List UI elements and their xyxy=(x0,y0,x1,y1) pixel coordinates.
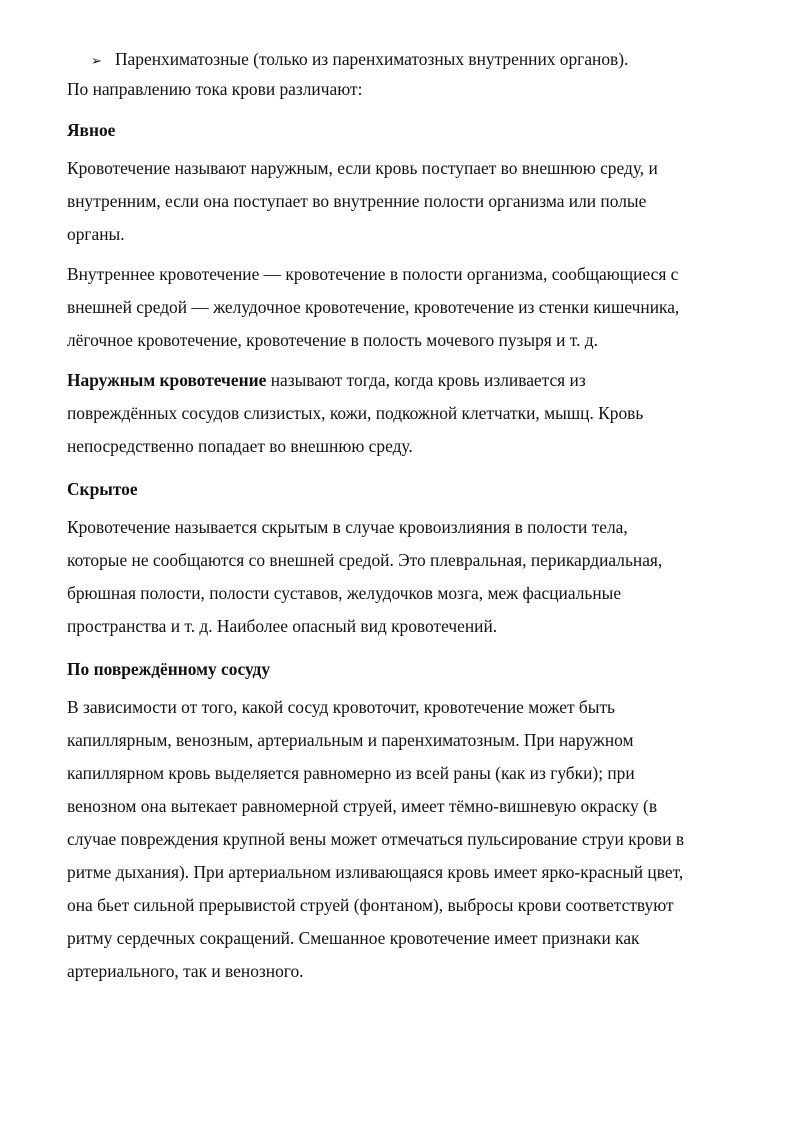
paragraph-line: ритме дыхания). При артериальном изливающаяся кровь имеет ярко-красный цвет, xyxy=(67,862,684,882)
paragraph-line: Кровотечение называется скрытым в случае кровоизлияния в полости тела, xyxy=(67,517,628,537)
section-heading-vessel: По повреждённому сосуду xyxy=(67,659,271,679)
paragraph xyxy=(67,364,747,463)
paragraph-line: пространства и т. д. Наиболее опасный вид кровотечений. xyxy=(67,616,498,636)
paragraph-line: капиллярном кровь выделяется равномерно из всей раны (как из губки); при xyxy=(67,763,635,783)
paragraph-line-rest: называют тогда, когда кровь изливается из xyxy=(266,370,586,390)
paragraph-line: непосредственно попадает во внешнюю среду. xyxy=(67,436,413,456)
paragraph xyxy=(67,152,747,251)
paragraph-line: она бьет сильной прерывистой струей (фонтаном), выбросы крови соответствуют xyxy=(67,895,674,915)
paragraph-line: Внутреннее кровотечение — кровотечение в полости организма, сообщающиеся с xyxy=(67,264,679,284)
paragraph xyxy=(67,258,747,357)
section-heading-hidden: Скрытое xyxy=(67,479,138,499)
paragraph xyxy=(67,511,747,643)
paragraph-line: повреждённых сосудов слизистых, кожи, подкожной клетчатки, мышц. Кровь xyxy=(67,403,644,423)
paragraph-line: лёгочное кровотечение, кровотечение в полость мочевого пузыря и т. д. xyxy=(67,330,598,350)
paragraph-line: которые не сообщаются со внешней средой. Это плевральная, перикардиальная, xyxy=(67,550,663,570)
paragraph-line: капиллярным, венозным, артериальным и паренхиматозным. При наружном xyxy=(67,730,634,750)
paragraph-line: венозном она вытекает равномерной струей, имеет тёмно-вишневую окраску (в xyxy=(67,796,658,816)
paragraph-line: Кровотечение называют наружным, если кровь поступает во внешнюю среду, и xyxy=(67,158,658,178)
bold-term: Наружным кровотечение xyxy=(67,370,267,390)
paragraph-line: случае повреждения крупной вены может отмечаться пульсирование струи крови в xyxy=(67,829,685,849)
paragraph-line: брюшная полости, полости суставов, желудочков мозга, меж фасциальные xyxy=(67,583,622,603)
document-page xyxy=(67,44,747,988)
intro-text: По направлению тока крови различают: xyxy=(67,79,363,99)
bullet-text: Паренхиматозные (только из паренхиматозных внутренних органов). xyxy=(115,49,629,69)
paragraph-line: внутренним, если она поступает во внутренние полости организма или полые xyxy=(67,191,647,211)
arrow-bullet-icon: ➢ xyxy=(91,54,102,69)
bullet-list-item xyxy=(91,44,747,74)
paragraph-line: ритму сердечных сокращений. Смешанное кровотечение имеет признаки как xyxy=(67,928,640,948)
paragraph-line xyxy=(67,364,747,397)
paragraph-line: артериального, так и венозного. xyxy=(67,961,304,981)
paragraph-line: органы. xyxy=(67,224,125,244)
section-heading-explicit: Явное xyxy=(67,120,116,140)
paragraph xyxy=(67,691,747,988)
paragraph-line: внешней средой — желудочное кровотечение, кровотечение из стенки кишечника, xyxy=(67,297,680,317)
paragraph-line: В зависимости от того, какой сосуд кровоточит, кровотечение может быть xyxy=(67,697,615,717)
